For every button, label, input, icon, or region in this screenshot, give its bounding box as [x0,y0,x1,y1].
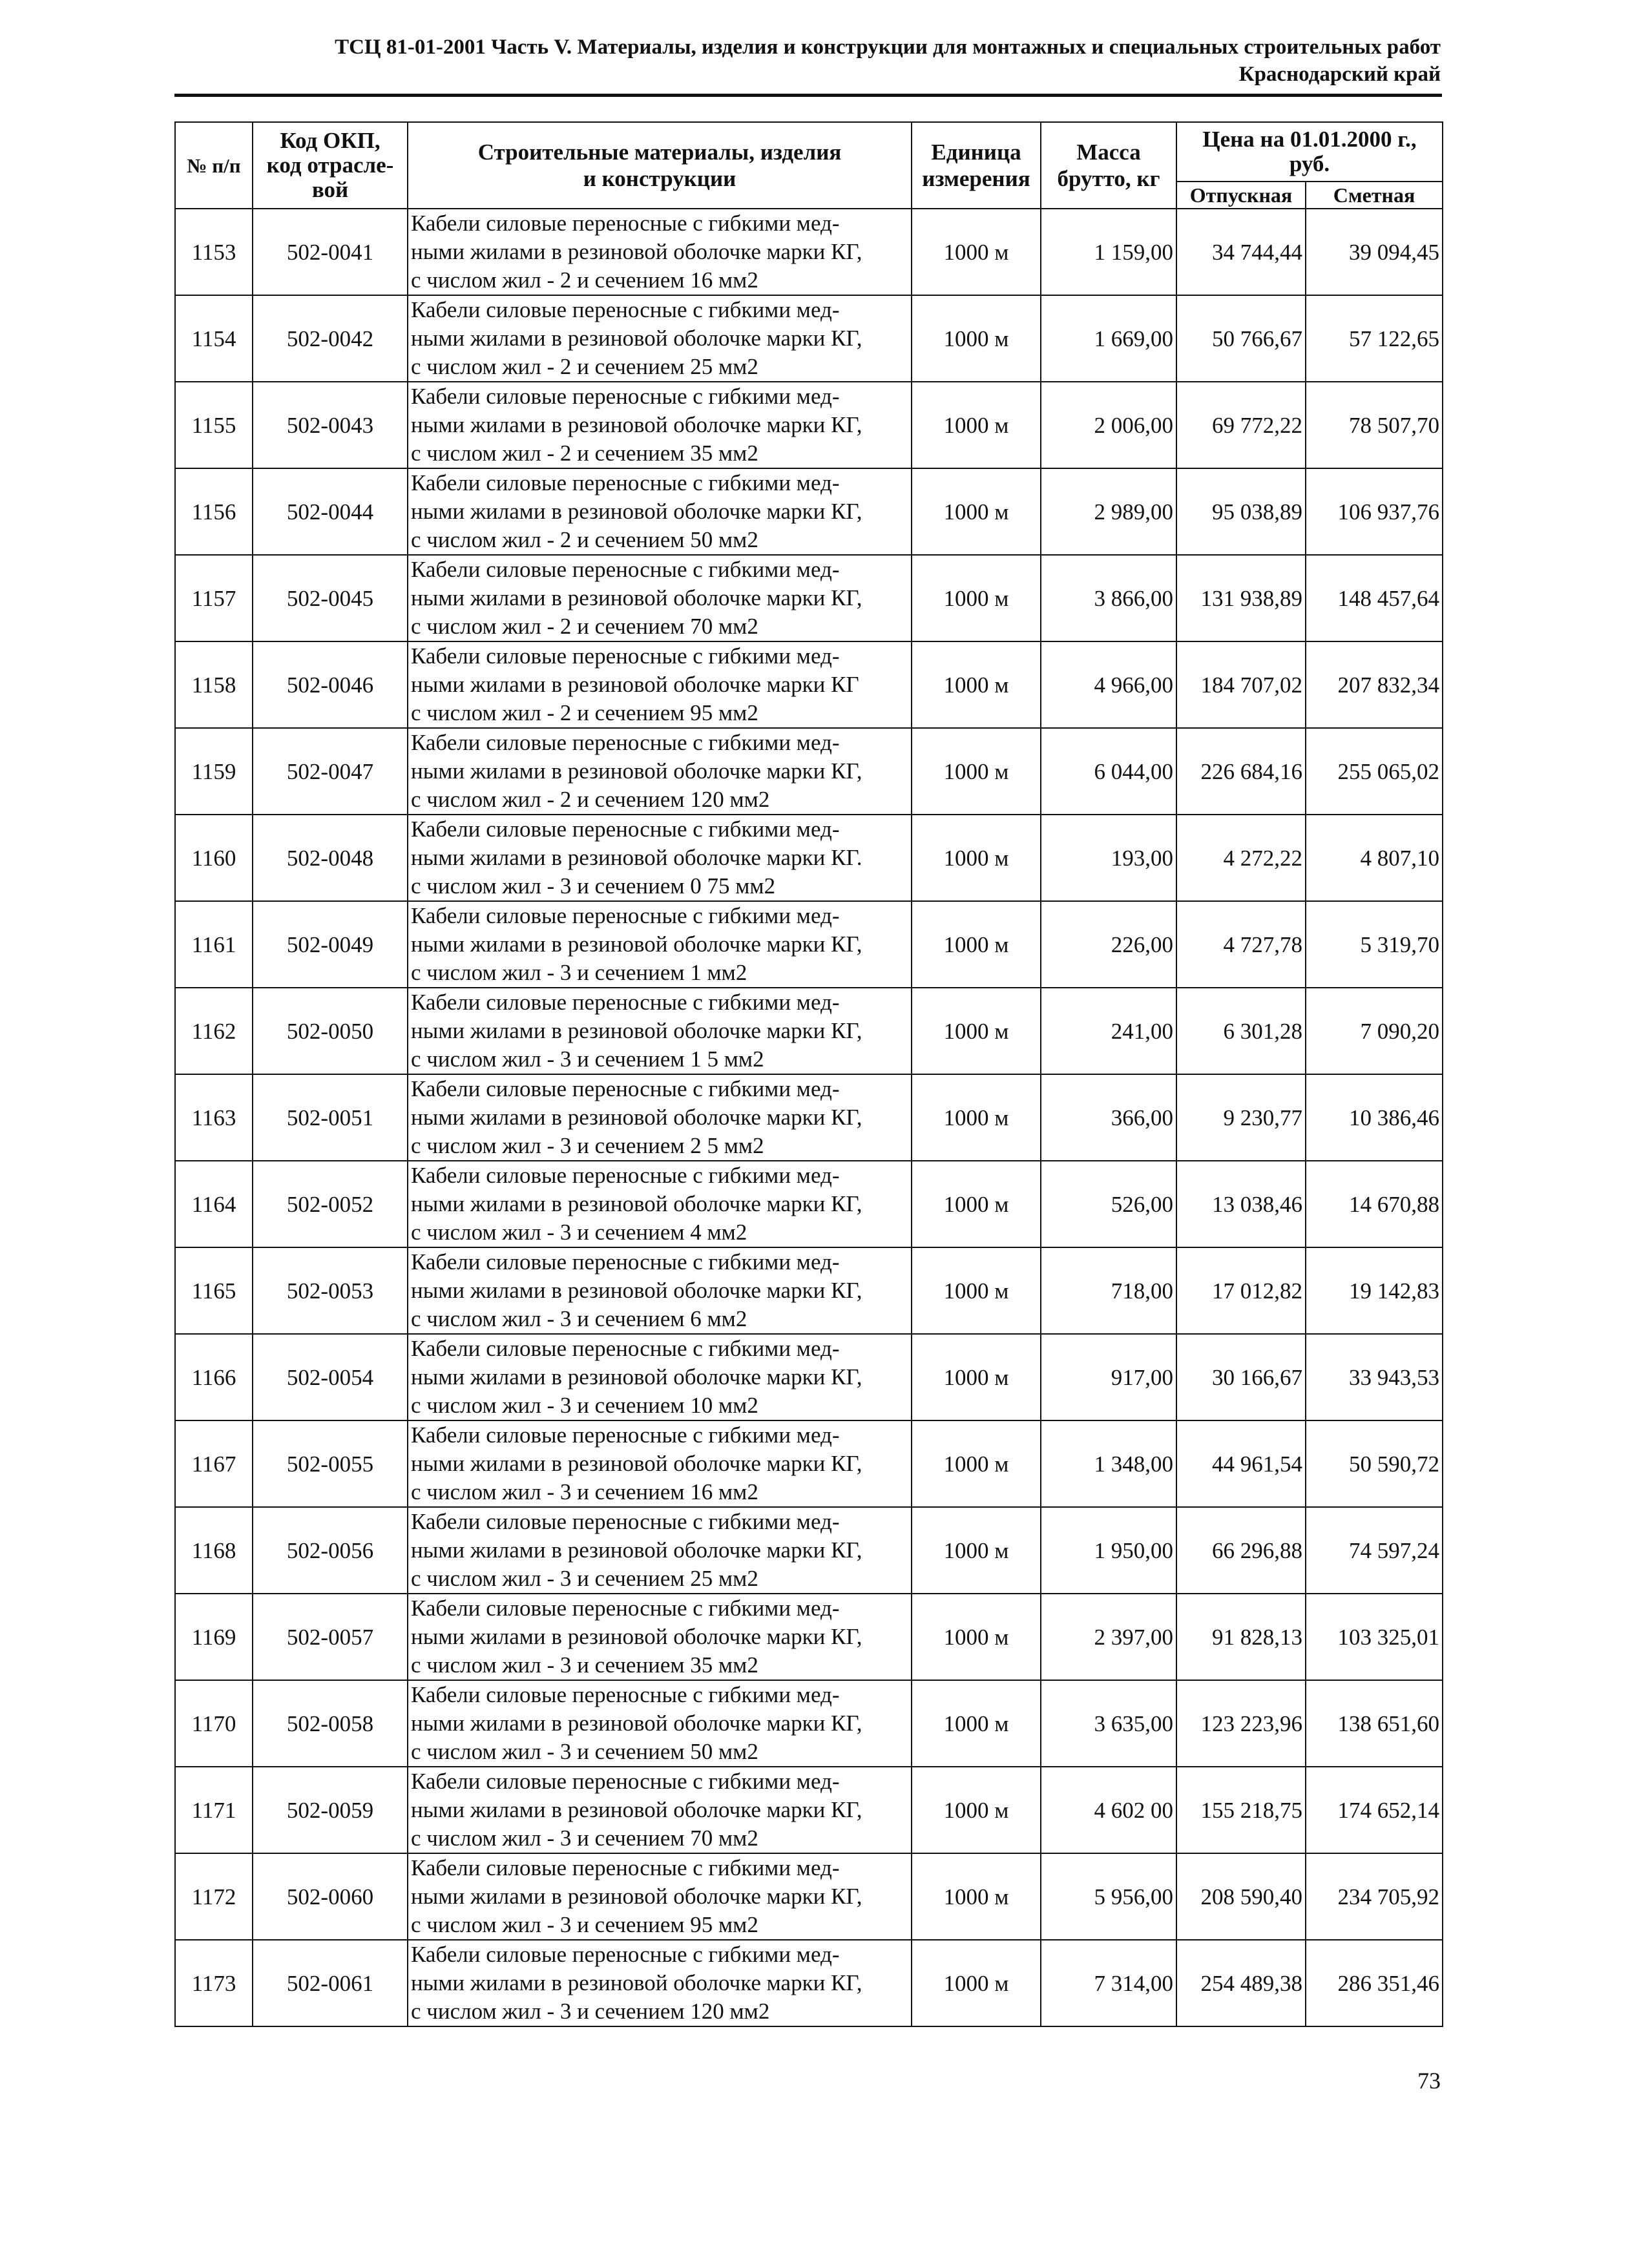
column-header-name [408,122,912,209]
material-name-line: Кабели силовые переносные с гибкими мед- [411,1682,840,1707]
material-name-line: ными жилами в резиновой оболочке марки КГ, [411,1018,862,1043]
table-row [175,555,1443,641]
row-number-cell: 1157 [175,555,253,641]
material-name-cell [408,1334,912,1420]
estimate-price-cell: 74 597,24 [1306,1507,1443,1594]
release-price-cell: 208 590,40 [1176,1853,1306,1940]
material-name-line: Кабели силовые переносные с гибкими мед- [411,1942,840,1967]
unit-cell: 1000 м [912,1940,1041,2026]
material-name-cell [408,1420,912,1507]
material-name-line: с числом жил - 2 и сечением 50 мм2 [411,527,758,552]
material-name-line: ными жилами в резиновой оболочке марки КГ, [411,1191,862,1216]
unit-cell: 1000 м [912,728,1041,815]
material-name-line: с числом жил - 2 и сечением 95 мм2 [411,700,758,725]
unit-cell: 1000 м [912,1420,1041,1507]
okp-code-cell: 502-0049 [253,901,408,988]
material-name-line: с числом жил - 2 и сечением 25 мм2 [411,354,758,379]
material-name-line: ными жилами в резиновой оболочке марки КГ, [411,1105,862,1130]
release-price-cell: 30 166,67 [1176,1334,1306,1420]
estimate-price-cell: 10 386,46 [1306,1074,1443,1161]
material-name-line: ными жилами в резиновой оболочке марки КГ, [411,412,862,437]
material-name-line: ными жилами в резиновой оболочке марки КГ, [411,758,862,784]
unit-cell: 1000 м [912,901,1041,988]
okp-code-cell: 502-0048 [253,815,408,901]
material-name-line: ными жилами в резиновой оболочке марки КГ, [411,1797,862,1822]
row-number-cell: 1162 [175,988,253,1074]
material-name-cell [408,555,912,641]
okp-code-cell: 502-0055 [253,1420,408,1507]
estimate-price-cell: 57 122,65 [1306,295,1443,382]
okp-code-cell: 502-0042 [253,295,408,382]
estimate-price-cell: 106 937,76 [1306,468,1443,555]
gross-mass-cell: 366,00 [1041,1074,1176,1161]
unit-cell: 1000 м [912,641,1041,728]
release-price-cell: 44 961,54 [1176,1420,1306,1507]
okp-code-cell: 502-0041 [253,209,408,295]
unit-cell: 1000 м [912,209,1041,295]
gross-mass-cell: 2 397,00 [1041,1594,1176,1680]
page-header [174,34,1441,88]
table-row [175,1420,1443,1507]
release-price-cell: 184 707,02 [1176,641,1306,728]
material-name-line: ными жилами в резиновой оболочке марки КГ, [411,585,862,610]
column-header-num: № п/п [175,122,253,209]
okp-code-cell: 502-0050 [253,988,408,1074]
table-row [175,468,1443,555]
okp-code-cell: 502-0053 [253,1247,408,1334]
material-name-line: Кабели силовые переносные с гибкими мед- [411,470,840,495]
table-row [175,728,1443,815]
table-row [175,1334,1443,1420]
material-name-line: с числом жил - 2 и сечением 35 мм2 [411,441,758,466]
okp-code-cell: 502-0059 [253,1767,408,1853]
table-row [175,1507,1443,1594]
estimate-price-cell: 39 094,45 [1306,209,1443,295]
column-header-unit [912,122,1041,209]
gross-mass-cell: 226,00 [1041,901,1176,988]
material-name-cell [408,1507,912,1594]
material-name-line: ными жилами в резиновой оболочке марки КГ, [411,1624,862,1649]
release-price-cell: 155 218,75 [1176,1767,1306,1853]
unit-cell: 1000 м [912,1594,1041,1680]
table-row [175,815,1443,901]
gross-mass-cell: 1 159,00 [1041,209,1176,295]
material-name-line: Кабели силовые переносные с гибкими мед- [411,1249,840,1274]
material-name-line: ными жилами в резиновой оболочке марки КГ, [411,326,862,351]
unit-cell: 1000 м [912,295,1041,382]
gross-mass-cell: 2 006,00 [1041,382,1176,468]
material-name-line: с числом жил - 2 и сечением 16 мм2 [411,267,758,293]
material-name-line: Кабели силовые переносные с гибкими мед- [411,1596,840,1621]
column-header-okp-line: Код ОКП, [280,128,381,153]
unit-cell: 1000 м [912,555,1041,641]
gross-mass-cell: 7 314,00 [1041,1940,1176,2026]
release-price-cell: 4 272,22 [1176,815,1306,901]
material-name-cell [408,1594,912,1680]
estimate-price-cell: 286 351,46 [1306,1940,1443,2026]
material-name-cell [408,815,912,901]
okp-code-cell: 502-0061 [253,1940,408,2026]
unit-cell: 1000 м [912,468,1041,555]
column-header-name-line: и конструкции [583,166,736,191]
header-region: Краснодарский край [1238,63,1441,86]
estimate-price-cell: 19 142,83 [1306,1247,1443,1334]
gross-mass-cell: 526,00 [1041,1161,1176,1247]
material-name-line: Кабели силовые переносные с гибкими мед- [411,384,840,409]
gross-mass-cell: 4 602 00 [1041,1767,1176,1853]
material-name-line: Кабели силовые переносные с гибкими мед- [411,643,840,669]
okp-code-cell: 502-0043 [253,382,408,468]
material-name-cell [408,1767,912,1853]
material-name-line: Кабели силовые переносные с гибкими мед- [411,903,840,928]
okp-code-cell: 502-0060 [253,1853,408,1940]
material-name-cell [408,1161,912,1247]
material-name-line: с числом жил - 3 и сечением 10 мм2 [411,1393,758,1418]
material-name-line: Кабели силовые переносные с гибкими мед- [411,1076,840,1101]
material-name-line: Кабели силовые переносные с гибкими мед- [411,1336,840,1361]
table-row [175,1853,1443,1940]
material-name-line: с числом жил - 3 и сечением 16 мм2 [411,1479,758,1504]
gross-mass-cell: 1 669,00 [1041,295,1176,382]
row-number-cell: 1166 [175,1334,253,1420]
row-number-cell: 1163 [175,1074,253,1161]
row-number-cell: 1167 [175,1420,253,1507]
okp-code-cell: 502-0057 [253,1594,408,1680]
unit-cell: 1000 м [912,1680,1041,1767]
estimate-price-cell: 255 065,02 [1306,728,1443,815]
material-name-line: с числом жил - 2 и сечением 120 мм2 [411,787,770,812]
material-name-line: с числом жил - 3 и сечением 6 мм2 [411,1306,747,1331]
unit-cell: 1000 м [912,1767,1041,1853]
header-title: ТСЦ 81-01-2001 Часть V. Материалы, изделия и конструкции для монтажных и специальных строительных работ [335,36,1441,59]
estimate-price-cell: 138 651,60 [1306,1680,1443,1767]
table-row [175,1680,1443,1767]
table-row [175,1161,1443,1247]
row-number-cell: 1154 [175,295,253,382]
gross-mass-cell: 5 956,00 [1041,1853,1176,1940]
page-number: 73 [1417,2068,1441,2094]
row-number-cell: 1171 [175,1767,253,1853]
gross-mass-cell: 1 950,00 [1041,1507,1176,1594]
estimate-price-cell: 174 652,14 [1306,1767,1443,1853]
estimate-price-cell: 33 943,53 [1306,1334,1443,1420]
table-row [175,1594,1443,1680]
okp-code-cell: 502-0058 [253,1680,408,1767]
column-header-release-price: Отпускная [1176,182,1306,209]
gross-mass-cell: 917,00 [1041,1334,1176,1420]
material-name-line: с числом жил - 3 и сечением 120 мм2 [411,1999,770,2024]
material-name-line: ными жилами в резиновой оболочке марки КГ, [411,1884,862,1909]
row-number-cell: 1155 [175,382,253,468]
material-name-line: Кабели силовые переносные с гибкими мед- [411,1509,840,1534]
estimate-price-cell: 4 807,10 [1306,815,1443,901]
material-name-line: ными жилами в резиновой оболочке марки КГ. [411,845,862,870]
material-name-cell [408,728,912,815]
material-name-line: с числом жил - 3 и сечением 25 мм2 [411,1566,758,1591]
material-name-line: Кабели силовые переносные с гибкими мед- [411,817,840,842]
estimate-price-cell: 14 670,88 [1306,1161,1443,1247]
material-name-line: ными жилами в резиновой оболочке марки КГ, [411,1711,862,1736]
unit-cell: 1000 м [912,988,1041,1074]
unit-cell: 1000 м [912,382,1041,468]
okp-code-cell: 502-0044 [253,468,408,555]
row-number-cell: 1173 [175,1940,253,2026]
material-name-line: с числом жил - 3 и сечением 4 мм2 [411,1220,747,1245]
row-number-cell: 1165 [175,1247,253,1334]
row-number-cell: 1161 [175,901,253,988]
release-price-cell: 69 772,22 [1176,382,1306,468]
price-table [174,121,1443,2027]
unit-cell: 1000 м [912,1507,1041,1594]
column-header-price [1176,122,1443,182]
estimate-price-cell: 78 507,70 [1306,382,1443,468]
material-name-line: с числом жил - 2 и сечением 70 мм2 [411,614,758,639]
okp-code-cell: 502-0045 [253,555,408,641]
column-header-mass [1041,122,1176,209]
material-name-cell [408,1247,912,1334]
gross-mass-cell: 718,00 [1041,1247,1176,1334]
material-name-cell [408,1940,912,2026]
table-row [175,1767,1443,1853]
gross-mass-cell: 3 635,00 [1041,1680,1176,1767]
material-name-line: Кабели силовые переносные с гибкими мед- [411,1163,840,1188]
material-name-line: с числом жил - 3 и сечением 1 мм2 [411,960,747,985]
table-body [175,209,1443,2026]
material-name-line: Кабели силовые переносные с гибкими мед- [411,297,840,322]
material-name-line: Кабели силовые переносные с гибкими мед- [411,557,840,582]
table-row [175,1247,1443,1334]
material-name-line: с числом жил - 3 и сечением 0 75 мм2 [411,873,776,899]
release-price-cell: 9 230,77 [1176,1074,1306,1161]
material-name-line: ными жилами в резиновой оболочке марки КГ, [411,239,862,264]
okp-code-cell: 502-0054 [253,1334,408,1420]
estimate-price-cell: 5 319,70 [1306,901,1443,988]
column-header-unit-line: измерения [922,166,1030,191]
column-header-okp-line: код отрасле- [266,152,394,178]
table-row [175,641,1443,728]
material-name-cell [408,468,912,555]
row-number-cell: 1153 [175,209,253,295]
material-name-line: Кабели силовые переносные с гибкими мед- [411,1422,840,1448]
material-name-line: Кабели силовые переносные с гибкими мед- [411,1769,840,1794]
material-name-line: Кабели силовые переносные с гибкими мед- [411,730,840,755]
row-number-cell: 1156 [175,468,253,555]
material-name-line: с числом жил - 3 и сечением 2 5 мм2 [411,1133,764,1158]
material-name-cell [408,988,912,1074]
column-header-name-line: Строительные материалы, изделия [477,140,842,165]
material-name-line: ными жилами в резиновой оболочке марки КГ, [411,1364,862,1389]
material-name-cell [408,295,912,382]
material-name-line: ными жилами в резиновой оболочке марки КГ, [411,931,862,957]
table-row [175,988,1443,1074]
material-name-line: ными жилами в резиновой оболочке марки КГ, [411,1970,862,1995]
table-row [175,295,1443,382]
material-name-line: ными жилами в резиновой оболочке марки КГ [411,672,859,697]
column-header-unit-line: Единица [931,140,1021,165]
material-name-cell [408,641,912,728]
material-name-line: с числом жил - 3 и сечением 35 мм2 [411,1652,758,1678]
material-name-line: Кабели силовые переносные с гибкими мед- [411,1855,840,1880]
material-name-line: Кабели силовые переносные с гибкими мед- [411,211,840,236]
material-name-line: с числом жил - 3 и сечением 1 5 мм2 [411,1046,764,1072]
material-name-line: ными жилами в резиновой оболочке марки КГ, [411,499,862,524]
release-price-cell: 17 012,82 [1176,1247,1306,1334]
release-price-cell: 66 296,88 [1176,1507,1306,1594]
okp-code-cell: 502-0052 [253,1161,408,1247]
table-header [175,122,1443,209]
table-row [175,382,1443,468]
table-row [175,1940,1443,2026]
release-price-cell: 50 766,67 [1176,295,1306,382]
gross-mass-cell: 241,00 [1041,988,1176,1074]
gross-mass-cell: 2 989,00 [1041,468,1176,555]
release-price-cell: 13 038,46 [1176,1161,1306,1247]
material-name-line: ными жилами в резиновой оболочке марки КГ, [411,1451,862,1476]
gross-mass-cell: 1 348,00 [1041,1420,1176,1507]
column-header-estimate-price: Сметная [1306,182,1443,209]
estimate-price-cell: 103 325,01 [1306,1594,1443,1680]
estimate-price-cell: 207 832,34 [1306,641,1443,728]
material-name-line: с числом жил - 3 и сечением 50 мм2 [411,1739,758,1764]
unit-cell: 1000 м [912,1853,1041,1940]
release-price-cell: 95 038,89 [1176,468,1306,555]
row-number-cell: 1169 [175,1594,253,1680]
column-header-price-line: руб. [1289,151,1330,176]
gross-mass-cell: 193,00 [1041,815,1176,901]
table-row [175,1074,1443,1161]
okp-code-cell: 502-0051 [253,1074,408,1161]
unit-cell: 1000 м [912,1074,1041,1161]
material-name-cell [408,901,912,988]
row-number-cell: 1172 [175,1853,253,1940]
column-header-mass-line: Масса [1076,140,1141,165]
estimate-price-cell: 7 090,20 [1306,988,1443,1074]
row-number-cell: 1159 [175,728,253,815]
row-number-cell: 1164 [175,1161,253,1247]
gross-mass-cell: 3 866,00 [1041,555,1176,641]
column-header-okp [253,122,408,209]
unit-cell: 1000 м [912,1334,1041,1420]
material-name-cell [408,209,912,295]
column-header-okp-line: вой [311,177,349,202]
column-header-mass-line: брутто, кг [1057,166,1160,191]
column-header-price-line: Цена на 01.01.2000 г., [1202,127,1417,152]
release-price-cell: 131 938,89 [1176,555,1306,641]
material-name-line: Кабели силовые переносные с гибкими мед- [411,990,840,1015]
material-name-line: с числом жил - 3 и сечением 95 мм2 [411,1912,758,1937]
material-name-cell [408,382,912,468]
row-number-cell: 1160 [175,815,253,901]
release-price-cell: 123 223,96 [1176,1680,1306,1767]
row-number-cell: 1158 [175,641,253,728]
okp-code-cell: 502-0056 [253,1507,408,1594]
release-price-cell: 4 727,78 [1176,901,1306,988]
row-number-cell: 1170 [175,1680,253,1767]
estimate-price-cell: 50 590,72 [1306,1420,1443,1507]
table-row [175,209,1443,295]
row-number-cell: 1168 [175,1507,253,1594]
material-name-cell [408,1680,912,1767]
unit-cell: 1000 м [912,1161,1041,1247]
gross-mass-cell: 6 044,00 [1041,728,1176,815]
release-price-cell: 226 684,16 [1176,728,1306,815]
unit-cell: 1000 м [912,1247,1041,1334]
release-price-cell: 6 301,28 [1176,988,1306,1074]
estimate-price-cell: 148 457,64 [1306,555,1443,641]
okp-code-cell: 502-0047 [253,728,408,815]
estimate-price-cell: 234 705,92 [1306,1853,1443,1940]
release-price-cell: 254 489,38 [1176,1940,1306,2026]
header-divider [174,94,1442,97]
material-name-line: ными жилами в резиновой оболочке марки КГ, [411,1537,862,1563]
okp-code-cell: 502-0046 [253,641,408,728]
gross-mass-cell: 4 966,00 [1041,641,1176,728]
unit-cell: 1000 м [912,815,1041,901]
material-name-cell [408,1074,912,1161]
table-row [175,901,1443,988]
material-name-cell [408,1853,912,1940]
material-name-line: с числом жил - 3 и сечением 70 мм2 [411,1826,758,1851]
material-name-line: ными жилами в резиновой оболочке марки КГ, [411,1278,862,1303]
release-price-cell: 34 744,44 [1176,209,1306,295]
release-price-cell: 91 828,13 [1176,1594,1306,1680]
